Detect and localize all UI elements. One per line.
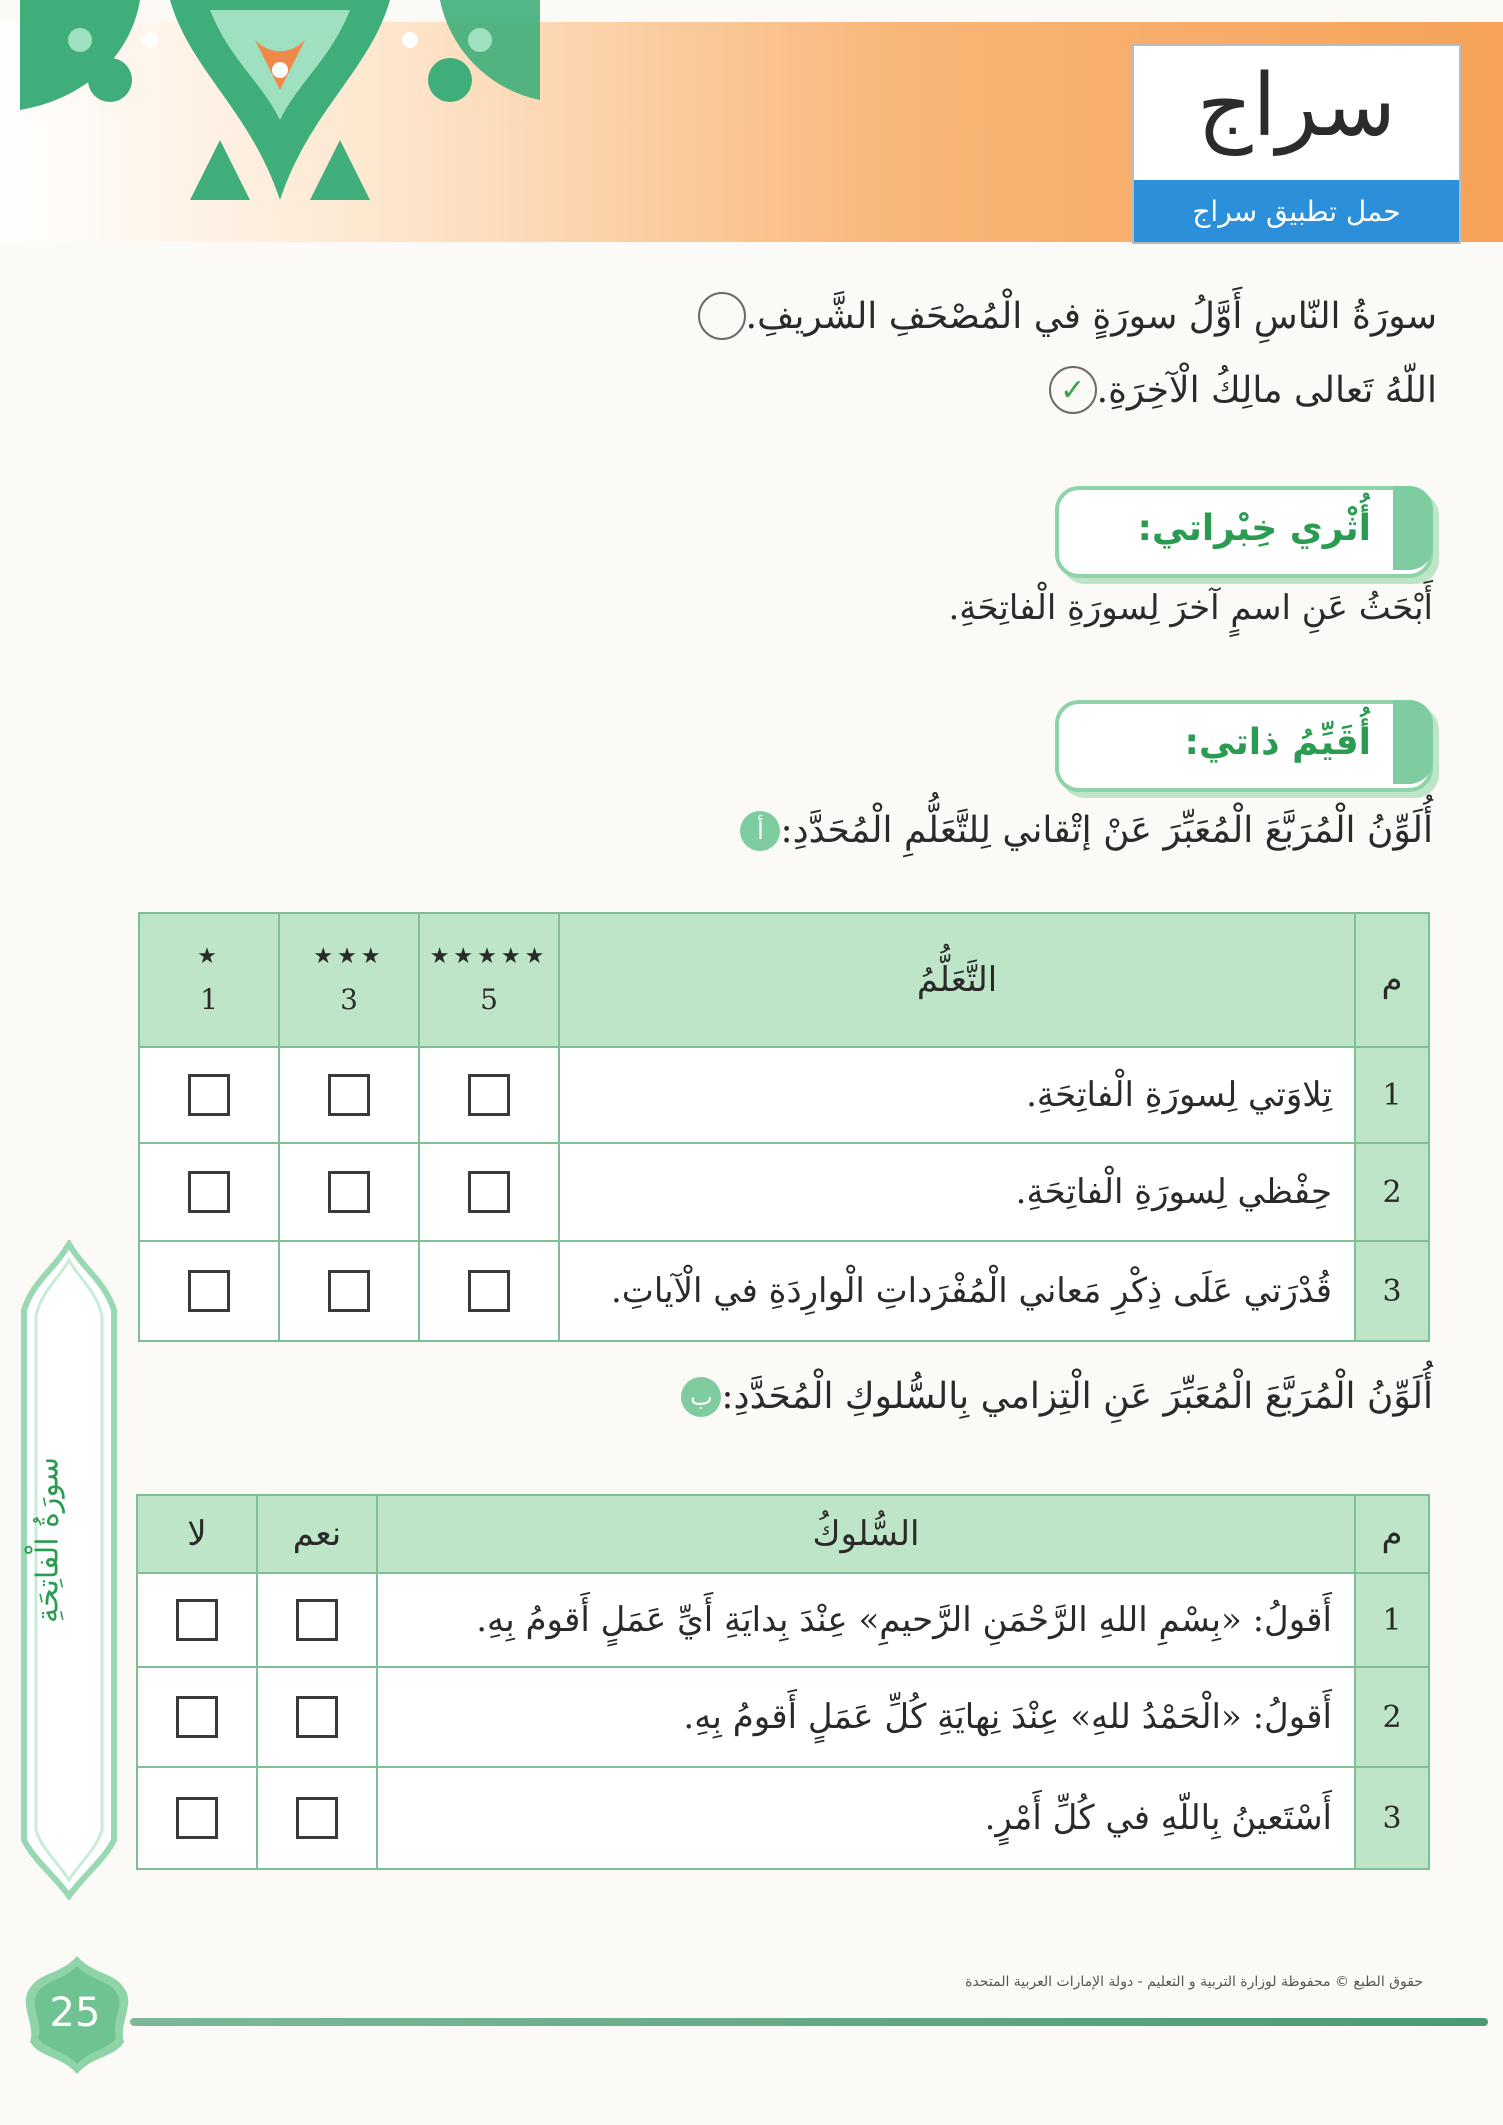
table-row bbox=[139, 1143, 1429, 1241]
side-surah-label: سورَةُ الْفاتِحَةِ bbox=[30, 1457, 66, 1623]
part-b-heading bbox=[667, 1376, 1433, 1417]
yes-box[interactable] bbox=[296, 1797, 338, 1839]
row-text: أَسْتَعينُ بِاللّهِ في كُلِّ أَمْرٍ. bbox=[377, 1767, 1355, 1869]
enrich-label-box bbox=[1055, 486, 1433, 578]
yes-box[interactable] bbox=[296, 1599, 338, 1641]
statement-text: سورَةُ النّاسِ أَوَّلُ سورَةٍ في الْمُصْحَفِ الشَّريفِ. bbox=[745, 295, 1437, 337]
self-assess-label-box bbox=[1055, 700, 1433, 792]
part-b-bullet: ب bbox=[681, 1377, 721, 1417]
footer-divider bbox=[130, 2018, 1488, 2026]
no-box[interactable] bbox=[176, 1599, 218, 1641]
behavior-table bbox=[136, 1494, 1430, 1870]
stars-3: ★★★ bbox=[313, 944, 385, 969]
answer-circle-checked[interactable]: ✓ bbox=[1049, 366, 1097, 414]
row-text: قُدْرَتي عَلَى ذِكْرِ مَعاني الْمُفْرَداتِ الْوارِدَةِ في الْآياتِ. bbox=[559, 1241, 1355, 1341]
table-row bbox=[139, 1241, 1429, 1341]
pill-tab bbox=[1393, 486, 1433, 570]
row-text: حِفْظي لِسورَةِ الْفاتِحَةِ. bbox=[559, 1143, 1355, 1241]
scale-3: 3 bbox=[340, 983, 358, 1016]
col-behavior: السُّلوكُ bbox=[377, 1495, 1355, 1573]
part-b-heading-text: أُلَوِّنُ الْمُرَبَّعَ الْمُعَبِّرَ عَنِ الْتِزامي بِالسُّلوكِ الْمُحَدَّدِ: bbox=[721, 1376, 1433, 1417]
part-a-heading-text: أُلَوِّنُ الْمُرَبَّعَ الْمُعَبِّرَ عَنْ إتْقاني لِلتَّعَلُّمِ الْمُحَدَّدِ: bbox=[780, 810, 1433, 851]
rating-box-3[interactable] bbox=[328, 1171, 370, 1213]
rating-box-3[interactable] bbox=[328, 1074, 370, 1116]
logo-word: سراج bbox=[1197, 56, 1396, 156]
row-num: 2 bbox=[1355, 1143, 1429, 1241]
rating-box-1[interactable] bbox=[188, 1074, 230, 1116]
logo-tagline: حمل تطبيق سراج bbox=[1134, 180, 1459, 242]
siraj-logo[interactable] bbox=[1132, 44, 1461, 244]
islamic-ornament-icon bbox=[20, 0, 540, 210]
no-box[interactable] bbox=[176, 1696, 218, 1738]
table-row bbox=[139, 1047, 1429, 1143]
copyright-text: حقوق الطبع © محفوظة لوزارة التربية و التعليم - دولة الإمارات العربية المتحدة bbox=[965, 1974, 1423, 1990]
col-5 bbox=[419, 913, 559, 1047]
stars-1: ★ bbox=[197, 944, 221, 969]
answer-circle[interactable] bbox=[698, 292, 746, 340]
row-num: 1 bbox=[1355, 1573, 1429, 1667]
row-text: أَقولُ: «الْحَمْدُ للهِ» عِنْدَ نِهايَةِ كُلِّ عَمَلٍ أَقومُ بِهِ. bbox=[377, 1667, 1355, 1767]
self-assess-label: أُقَيِّمُ ذاتي: bbox=[1184, 722, 1371, 763]
row-num: 1 bbox=[1355, 1047, 1429, 1143]
part-a-bullet: أ bbox=[740, 811, 780, 851]
no-box[interactable] bbox=[176, 1797, 218, 1839]
yes-box[interactable] bbox=[296, 1696, 338, 1738]
enrich-label: أُثْري خِبْراتي: bbox=[1137, 508, 1371, 549]
rating-box-5[interactable] bbox=[468, 1171, 510, 1213]
row-num: 3 bbox=[1355, 1767, 1429, 1869]
row-num: 2 bbox=[1355, 1667, 1429, 1767]
col-no: لا bbox=[137, 1495, 257, 1573]
col-1 bbox=[139, 913, 279, 1047]
col-3 bbox=[279, 913, 419, 1047]
stars-5: ★★★★★ bbox=[429, 944, 549, 969]
learning-table bbox=[138, 912, 1430, 1342]
row-text: تِلاوَتي لِسورَةِ الْفاتِحَةِ. bbox=[559, 1047, 1355, 1143]
col-num: م bbox=[1355, 913, 1429, 1047]
statement-text: اللّهُ تَعالى مالِكُ الْآخِرَةِ. bbox=[1096, 369, 1437, 411]
row-num: 3 bbox=[1355, 1241, 1429, 1341]
scale-5: 5 bbox=[480, 983, 498, 1016]
rating-box-1[interactable] bbox=[188, 1270, 230, 1312]
rating-box-3[interactable] bbox=[328, 1270, 370, 1312]
statement-2 bbox=[1033, 366, 1437, 414]
rating-box-1[interactable] bbox=[188, 1171, 230, 1213]
part-a-heading bbox=[726, 810, 1433, 851]
row-text: أَقولُ: «بِسْمِ اللهِ الرَّحْمَنِ الرَّحيمِ» عِنْدَ بِدايَةِ أَيِّ عَمَلٍ أَقومُ بِهِ. bbox=[377, 1573, 1355, 1667]
statement-1 bbox=[682, 292, 1437, 340]
pill-tab bbox=[1393, 700, 1433, 784]
table-row bbox=[137, 1573, 1429, 1667]
col-learning: التَّعَلُّمُ bbox=[559, 913, 1355, 1047]
table-row bbox=[137, 1667, 1429, 1767]
page-number: 25 bbox=[49, 1990, 101, 2036]
rating-box-5[interactable] bbox=[468, 1270, 510, 1312]
enrich-prompt: أَبْحَثُ عَنِ اسمٍ آخرَ لِسورَةِ الْفاتِحَةِ. bbox=[948, 588, 1433, 628]
table-row bbox=[137, 1767, 1429, 1869]
rating-box-5[interactable] bbox=[468, 1074, 510, 1116]
col-yes: نعم bbox=[257, 1495, 377, 1573]
scale-1: 1 bbox=[200, 983, 218, 1016]
col-num: م bbox=[1355, 1495, 1429, 1573]
